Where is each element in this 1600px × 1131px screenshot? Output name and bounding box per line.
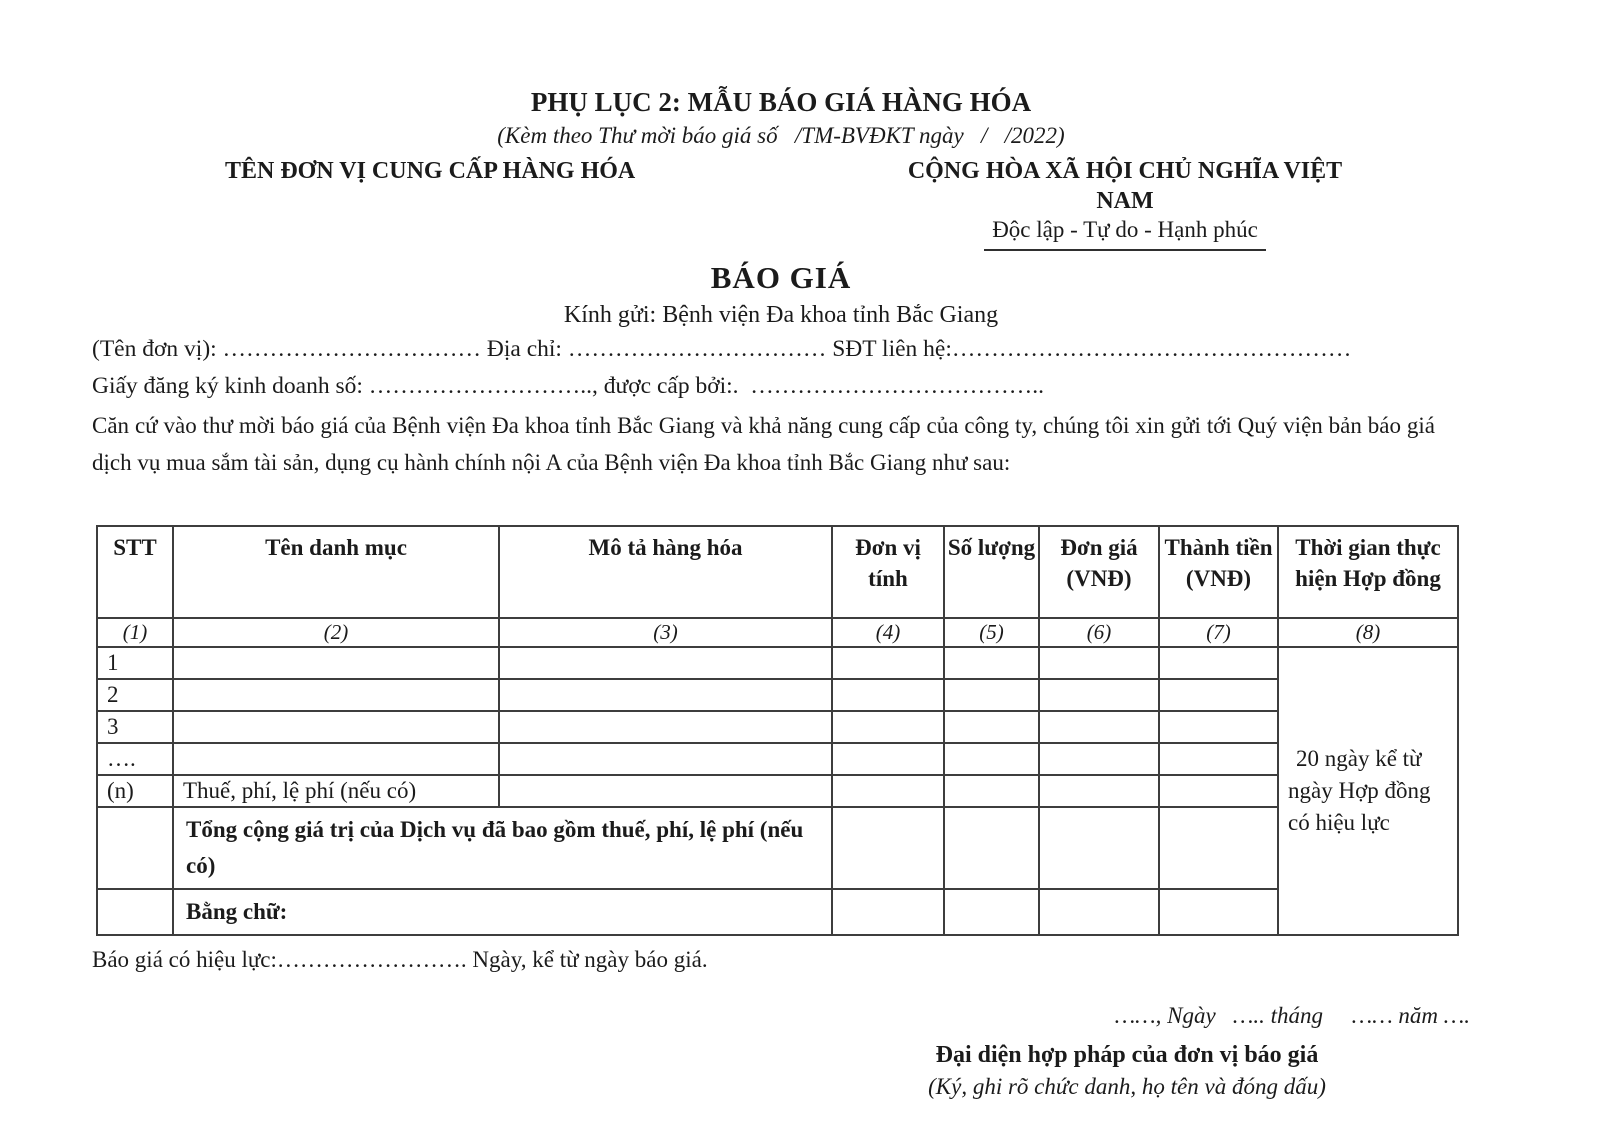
- unit-price-cell: [1039, 807, 1159, 889]
- unit-cell: [832, 647, 944, 679]
- unit-price-cell: [1039, 775, 1159, 807]
- document-title: BÁO GIÁ: [710, 260, 852, 295]
- table-header-row: [97, 526, 1458, 618]
- col-header-don-gia: Đơn giá (VNĐ): [1039, 526, 1159, 618]
- company-info-line: (Tên đơn vị): …………………………… Địa chỉ: …………………………… SĐT liên hệ:……………………………………………: [92, 336, 1352, 362]
- unit-cell: [832, 807, 944, 889]
- table-row-total: [97, 807, 1458, 889]
- quotation-table: [96, 525, 1459, 936]
- table-numbering-row: [97, 618, 1458, 647]
- col-number-5: (5): [944, 618, 1039, 647]
- unit-price-cell: [1039, 743, 1159, 775]
- quantity-cell: [944, 711, 1039, 743]
- col-header-stt: STT: [97, 526, 173, 618]
- tax-fee-row-label: Thuế, phí, lệ phí (nếu có): [173, 775, 499, 807]
- col-header-don-vi-tinh: Đơn vị tính: [832, 526, 944, 618]
- unit-cell: [832, 889, 944, 935]
- table-row-tax-fees: [97, 775, 1458, 807]
- business-license-line: Giấy đăng ký kinh doanh số: ……………………….., được cấp bởi:. ………………………………..: [92, 373, 1045, 399]
- row-number-cell: (n): [97, 775, 173, 807]
- row-number-cell: ….: [97, 743, 173, 775]
- unit-price-cell: [1039, 889, 1159, 935]
- recipient-line: Kính gửi: Bệnh viện Đa khoa tỉnh Bắc Giang: [563, 302, 999, 328]
- amount-cell: [1159, 807, 1278, 889]
- row-number-cell: 1: [97, 647, 173, 679]
- validity-line: Báo giá có hiệu lực:……………………. Ngày, kể từ ngày báo giá.: [92, 946, 708, 972]
- supplier-heading: TÊN ĐƠN VỊ CUNG CẤP HÀNG HÓA: [225, 158, 636, 184]
- row-number-cell: 3: [97, 711, 173, 743]
- col-number-3: (3): [499, 618, 832, 647]
- table-row: [97, 679, 1458, 711]
- quantity-cell: [944, 807, 1039, 889]
- quantity-cell: [944, 889, 1039, 935]
- intro-paragraph: Căn cứ vào thư mời báo giá của Bệnh viện Đa khoa tỉnh Bắc Giang và khả năng cung cấp của công ty, chúng tôi xin gửi tới Quý viện bản báo giá dịch vụ mua sắm tài sản, dụng cụ hành chính nội A của Bệnh viện Đa khoa tỉnh Bắc Giang như sau:: [92, 413, 1435, 475]
- signature-block: [92, 1001, 1470, 1103]
- amount-cell: [1159, 889, 1278, 935]
- table-row-in-words: [97, 889, 1458, 935]
- col-number-4: (4): [832, 618, 944, 647]
- amount-cell: [1159, 743, 1278, 775]
- col-number-8: (8): [1278, 618, 1458, 647]
- col-header-thoi-gian: Thời gian thực hiện Hợp đồng: [1278, 526, 1458, 618]
- attachment-subtitle: (Kèm theo Thư mời báo giá số /TM-BVĐKT ngày / /2022): [497, 123, 1065, 148]
- national-header-block: [880, 156, 1370, 251]
- unit-cell: [832, 711, 944, 743]
- signer-note: (Ký, ghi rõ chức danh, họ tên và đóng dấu): [928, 1073, 1326, 1099]
- col-number-7: (7): [1159, 618, 1278, 647]
- signer-block: [887, 1039, 1367, 1103]
- item-desc-cell: [499, 743, 832, 775]
- signature-date-line: ……, Ngày ….. tháng …… năm ….: [1114, 1002, 1470, 1028]
- col-number-6: (6): [1039, 618, 1159, 647]
- appendix-title: PHỤ LỤC 2: MẪU BÁO GIÁ HÀNG HÓA: [530, 87, 1032, 117]
- col-header-so-luong: Số lượng: [944, 526, 1039, 618]
- quantity-cell: [944, 647, 1039, 679]
- unit-price-cell: [1039, 711, 1159, 743]
- unit-price-cell: [1039, 679, 1159, 711]
- amount-cell: [1159, 679, 1278, 711]
- national-heading: CỘNG HÒA XÃ HỘI CHỦ NGHĨA VIỆT NAM: [907, 158, 1343, 214]
- row-number-cell: 2: [97, 679, 173, 711]
- col-number-1: (1): [97, 618, 173, 647]
- letterhead-row: [92, 156, 1470, 251]
- total-label: Tổng cộng giá trị của Dịch vụ đã bao gồm thuế, phí, lệ phí (nếu có): [173, 807, 832, 889]
- row-number-cell: [97, 889, 173, 935]
- table-row: [97, 743, 1458, 775]
- item-desc-cell: [499, 679, 832, 711]
- table-row: [97, 711, 1458, 743]
- amount-in-words-label: Bằng chữ:: [173, 889, 832, 935]
- item-name-cell: [173, 679, 499, 711]
- quantity-cell: [944, 775, 1039, 807]
- col-header-mo-ta: Mô tả hàng hóa: [499, 526, 832, 618]
- item-desc-cell: [499, 775, 832, 807]
- unit-price-cell: [1039, 647, 1159, 679]
- duration-note-cell: 20 ngày kể từ ngày Hợp đồng có hiệu lực: [1278, 647, 1458, 934]
- table-row: [97, 647, 1458, 679]
- quantity-cell: [944, 743, 1039, 775]
- row-number-cell: [97, 807, 173, 889]
- col-number-2: (2): [173, 618, 499, 647]
- item-name-cell: [173, 711, 499, 743]
- amount-cell: [1159, 711, 1278, 743]
- quantity-cell: [944, 679, 1039, 711]
- national-motto: Độc lập - Tự do - Hạnh phúc: [880, 216, 1370, 251]
- item-desc-cell: [499, 711, 832, 743]
- item-name-cell: [173, 647, 499, 679]
- amount-cell: [1159, 647, 1278, 679]
- unit-cell: [832, 775, 944, 807]
- unit-cell: [832, 743, 944, 775]
- item-desc-cell: [499, 647, 832, 679]
- unit-cell: [832, 679, 944, 711]
- item-name-cell: [173, 743, 499, 775]
- col-header-thanh-tien: Thành tiền (VNĐ): [1159, 526, 1278, 618]
- signer-title: Đại diện hợp pháp của đơn vị báo giá: [935, 1041, 1319, 1068]
- col-header-ten-danh-muc: Tên danh mục: [173, 526, 499, 618]
- amount-cell: [1159, 775, 1278, 807]
